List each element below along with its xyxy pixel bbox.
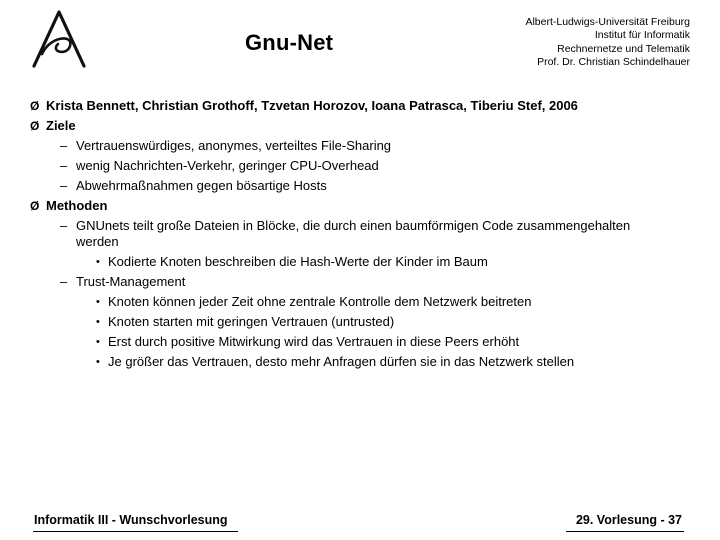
- trust-management-text: Trust-Management: [76, 274, 186, 289]
- institute-name: Institut für Informatik: [594, 29, 690, 42]
- dash-bullet-icon: –: [60, 178, 68, 193]
- list-item: [30, 216, 676, 252]
- ziele-item-text: wenig Nachrichten-Verkehr, geringer CPU-Overhead: [76, 158, 379, 173]
- trust-item-text: Erst durch positive Mitwirkung wird das Vertrauen in diese Peers erhöht: [108, 334, 520, 349]
- list-item: [30, 272, 690, 292]
- footer-course-title: Informatik III - Wunschvorlesung: [34, 513, 228, 527]
- dash-bullet-icon: –: [60, 218, 68, 233]
- list-item: [30, 352, 690, 372]
- gnunets-text: GNUnets teilt große Dateien in Blöcke, die durch einen baumförmigen Code zusammengehalten werden: [76, 218, 631, 249]
- dot-bullet-icon: •: [96, 316, 100, 328]
- list-item: [30, 292, 690, 312]
- arrow-bullet-icon: Ø: [30, 199, 40, 213]
- institute-block: [430, 16, 690, 70]
- list-item: [30, 332, 690, 352]
- dash-bullet-icon: –: [60, 138, 68, 153]
- trust-item-text: Je größer das Vertrauen, desto mehr Anfragen dürfen sie in das Netzwerk stellen: [108, 354, 575, 369]
- dash-bullet-icon: –: [60, 274, 68, 289]
- list-item: [30, 136, 690, 156]
- trust-item-text: Knoten können jeder Zeit ohne zentrale Kontrolle dem Netzwerk beitreten: [108, 294, 532, 309]
- professor-name: Prof. Dr. Christian Schindelhauer: [537, 56, 690, 69]
- footer-right-underline: [566, 531, 684, 532]
- methoden-label: Methoden: [46, 198, 108, 213]
- arrow-bullet-icon: Ø: [30, 99, 40, 113]
- footer-page-number: 29. Vorlesung - 37: [575, 513, 682, 527]
- authors-bullet: [30, 96, 690, 116]
- footer-left-underline: [33, 531, 238, 532]
- department-name: Rechnernetze und Telematik: [557, 42, 690, 55]
- dot-bullet-icon: •: [96, 296, 100, 308]
- dot-bullet-icon: •: [96, 256, 100, 268]
- ziele-item-text: Vertrauenswürdiges, anonymes, verteiltes File-Sharing: [76, 138, 392, 153]
- ziele-item-text: Abwehrmaßnahmen gegen bösartige Hosts: [76, 178, 327, 193]
- ziele-label: Ziele: [46, 118, 76, 133]
- slide-title: Gnu-Net: [245, 30, 334, 55]
- methoden-bullet: [30, 196, 690, 216]
- trust-item-text: Knoten starten mit geringen Vertrauen (untrusted): [108, 314, 395, 329]
- list-item: [30, 252, 690, 272]
- dash-bullet-icon: –: [60, 158, 68, 173]
- dot-bullet-icon: •: [96, 356, 100, 368]
- authors-text: Krista Bennett, Christian Grothoff, Tzvetan Horozov, Ioana Patrasca, Tiberiu Stef, 2006: [46, 98, 578, 113]
- list-item: [30, 312, 690, 332]
- university-name: Albert-Ludwigs-Universität Freiburg: [525, 16, 690, 28]
- slide-content: [30, 96, 690, 372]
- ziele-bullet: [30, 116, 690, 136]
- dot-bullet-icon: •: [96, 336, 100, 348]
- list-item: [30, 156, 690, 176]
- university-logo-icon: [28, 8, 90, 70]
- arrow-bullet-icon: Ø: [30, 119, 40, 133]
- list-item: [30, 176, 690, 196]
- gnunets-sub-text: Kodierte Knoten beschreiben die Hash-Werte der Kinder im Baum: [108, 254, 488, 269]
